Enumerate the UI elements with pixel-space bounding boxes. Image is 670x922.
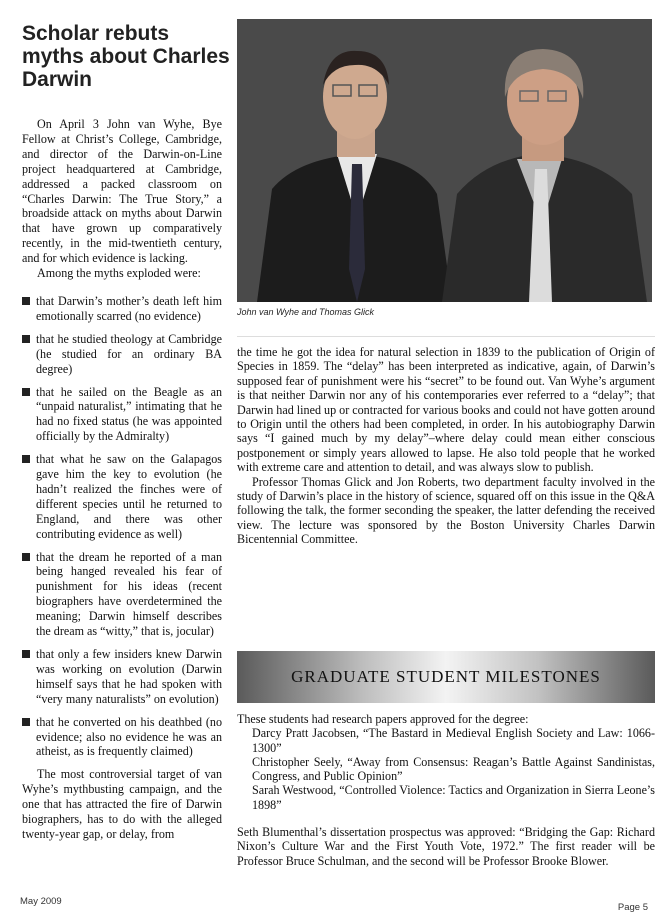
milestones-banner: [237, 651, 655, 703]
myths-list: [22, 294, 222, 759]
milestones-section: [237, 712, 655, 868]
footer-page-number: Page 5: [617, 902, 648, 913]
continued-paragraph: the time he got the idea for natural selection in 1839 to the publication of Origin of Species in 1859. The “delay” has been interpreted as indicative, again, of Darwin’s supposed fear of punishment were his “secret” to be found out. Van Wyhe’s argument is that neither Darwin nor any of his contemporaries ever referred to a “delay”; that Darwin had lined up or contracted for various books and could not have gotten around to Origin until the others had been completed, in order. In his autobiography Darwin says “I gained much by my delay”–where delay could mean either conscious postponement or simply years allowed to lapse. He also told people that he worked with extreme care and attention to detail, and was always slow to publish.: [237, 345, 655, 475]
myth-item: that the dream he reported of a man being hanged revealed his fear of punishment for his ideas (recent biographers have overdetermined the meaning; Darwin himself describes the dream as “witty,” that is, jocular): [22, 550, 222, 639]
portrait-photo-illustration: [237, 19, 652, 302]
bullet-square-icon: [22, 335, 30, 343]
myth-item: that what he saw on the Galapagos gave him the key to evolution (he hadn’t realized the finches were of different species until he returned to England, and there was other contributing evidence as well): [22, 452, 222, 541]
photo: [237, 19, 652, 302]
left-column: [22, 117, 222, 842]
photo-caption: John van Wyhe and Thomas Glick: [237, 307, 375, 317]
bullet-square-icon: [22, 297, 30, 305]
intro-paragraph: On April 3 John van Wyhe, Bye Fellow at Christ’s College, Cambridge, and director of the Darwin-on-Line project headquartered at Cambridge, addressed a packed classroom on “Charles Darwin: The True Story,” a broadside attack on myths about Darwin that have grown up comparatively recently, in the mid-twentieth century, and for which evidence is lacking.: [22, 117, 222, 266]
paper-item: Christopher Seely, “Away from Consensus: Reagan’s Battle Against Sandinistas, Congress, and Public Opinion”: [252, 754, 655, 784]
prospectus-paragraph: Seth Blumenthal’s dissertation prospectus was approved: “Bridging the Gap: Richard Nixon’s Culture War and the First Youth Vote, 1972.” The first reader will be Professor Bruce Schulman, and the second will be Professor Brooke Blower.: [237, 825, 655, 868]
paper-item: Sarah Westwood, “Controlled Violence: Tactics and Organization in Sierra Leone’s 1898”: [252, 783, 655, 812]
myths-intro: Among the myths exploded were:: [37, 266, 201, 281]
footer-date: May 2009: [20, 896, 62, 907]
closing-left-paragraph: The most controversial target of van Wyhe’s mythbusting campaign, and the one that has attracted the fire of Darwin biographers, has to do with the alleged twenty-year gap, or delay, from: [22, 767, 222, 841]
paper-item: Darcy Pratt Jacobsen, “The Bastard in Medieval English Society and Law: 1066-1300”: [252, 726, 655, 755]
myth-item: that only a few insiders knew Darwin was working on evolution (Darwin himself says that he had spoken with “very many naturalists” on evolution): [22, 647, 222, 707]
faculty-paragraph: Professor Thomas Glick and Jon Roberts, two department faculty involved in the study of Darwin’s place in the history of science, squared off on this issue in the Q&A following the talk, the former seconding the speaker, the latter defending the received view. The lecture was sponsored by the Boston University Charles Darwin Bicentennial Committee.: [237, 474, 655, 547]
article-headline: Scholar rebuts myths about Charles Darwin: [22, 22, 230, 91]
bullet-square-icon: [22, 553, 30, 561]
bullet-square-icon: [22, 455, 30, 463]
bullet-square-icon: [22, 388, 30, 396]
bullet-square-icon: [22, 718, 30, 726]
milestones-intro: These students had research papers approved for the degree:: [237, 712, 529, 726]
myth-item: that he converted on his deathbed (no evidence; also no evidence he was an atheist, as is frequently claimed): [22, 715, 222, 760]
bullet-square-icon: [22, 650, 30, 658]
myth-item: that Darwin’s mother’s death left him emotionally scarred (no evidence): [22, 294, 222, 324]
right-column: [237, 345, 655, 547]
divider: [237, 336, 655, 337]
milestones-heading: GRADUATE STUDENT MILESTONES: [291, 667, 601, 686]
myth-item: that he studied theology at Cambridge (he studied for an ordinary BA degree): [22, 332, 222, 377]
myth-item: that he sailed on the Beagle as an “unpaid naturalist,” intimating that he had no fixed status (he was appointed officially by the Admiralty): [22, 385, 222, 445]
